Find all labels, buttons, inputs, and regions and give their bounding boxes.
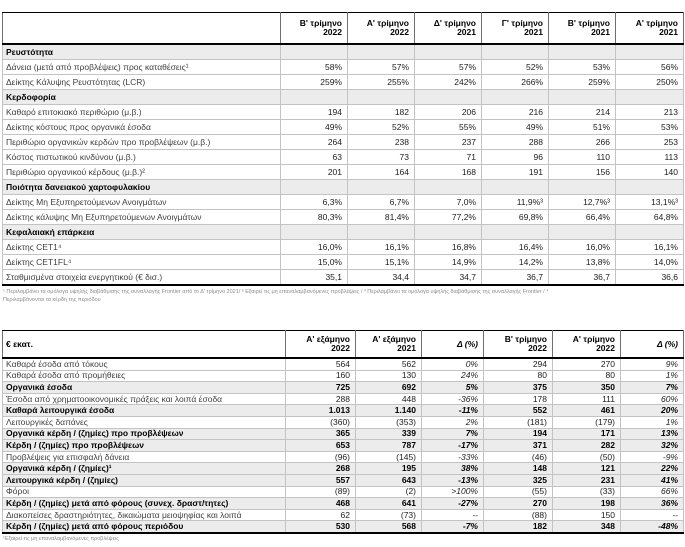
cell: 7,0%: [415, 195, 482, 210]
table-row: [3, 486, 684, 498]
row-label: Οργανικά κέρδη / (ζημίες) προ προβλέψεων: [3, 428, 286, 440]
row-label: Καθαρά λειτουργικά έσοδα: [3, 405, 286, 417]
cell: 63: [281, 150, 348, 165]
cell: 81,4%: [348, 210, 415, 225]
row-label: Κόστος πιστωτικού κινδύνου (μ.β.): [3, 150, 281, 165]
cell: (2): [356, 486, 422, 498]
cell: 14,9%: [415, 255, 482, 270]
cell: 270: [553, 358, 621, 370]
cell: 6,7%: [348, 195, 415, 210]
section-row: [3, 225, 684, 240]
unit-header: € εκατ.: [3, 331, 286, 359]
table-row: [3, 150, 684, 165]
cell: 171: [553, 428, 621, 440]
table-row: [3, 416, 684, 428]
table-row: [3, 474, 684, 486]
table-row: [3, 393, 684, 405]
cell: [415, 225, 482, 240]
cell: 216: [482, 105, 549, 120]
cell: (33): [553, 486, 621, 498]
column-header: [286, 331, 356, 359]
cell: (88): [484, 509, 553, 521]
column-header: [281, 13, 348, 45]
cell: 461: [553, 405, 621, 417]
cell: 49%: [281, 120, 348, 135]
cell: (46): [484, 451, 553, 463]
cell: 194: [281, 105, 348, 120]
cell: 641: [356, 498, 422, 510]
col-title: Β' τρίμηνο: [504, 334, 547, 345]
cell: (145): [356, 451, 422, 463]
cell: [549, 180, 616, 195]
column-header: [616, 13, 684, 45]
cell: [281, 90, 348, 105]
row-label: Διακοπείσες δραστηριότητες, δικαιώματα μειοψηφίας και λοιπά: [3, 509, 286, 521]
cell: 1%: [621, 416, 684, 428]
row-label: Κέρδη / (ζημίες) μετά από φόρους περιόδου: [3, 521, 286, 533]
column-header-delta: [422, 331, 484, 359]
cell: 80: [484, 370, 553, 382]
cell: 156: [549, 165, 616, 180]
table-row: [3, 105, 684, 120]
table-row: [3, 240, 684, 255]
cell: 55%: [415, 120, 482, 135]
row-label: Κερδοφορία: [3, 90, 281, 105]
cell: [482, 225, 549, 240]
cell: 32%: [621, 440, 684, 452]
table-row: [3, 509, 684, 521]
table-row: [3, 210, 684, 225]
cell: 16,1%: [348, 240, 415, 255]
cell: 16,0%: [549, 240, 616, 255]
corner-cell: [3, 13, 281, 45]
col-year: 2021: [457, 27, 476, 37]
cell: 468: [286, 498, 356, 510]
col-title: Γ' τρίμηνο: [501, 18, 543, 29]
cell: 58%: [281, 60, 348, 75]
cell: [281, 180, 348, 195]
cell: 198: [553, 498, 621, 510]
cell: 201: [281, 165, 348, 180]
cell: 282: [553, 440, 621, 452]
cell: 11,9%³: [482, 195, 549, 210]
row-label: Σταθμισμένα στοιχεία ενεργητικού (€ δισ.): [3, 270, 281, 286]
cell: 13%: [621, 428, 684, 440]
cell: 113: [616, 150, 684, 165]
cell: 35,1: [281, 270, 348, 286]
cell: 266: [549, 135, 616, 150]
cell: 213: [616, 105, 684, 120]
cell: 96: [482, 150, 549, 165]
cell: 80: [553, 370, 621, 382]
cell: 194: [484, 428, 553, 440]
cell: 214: [549, 105, 616, 120]
row-label: Δείκτης κόστους προς οργανικά έσοδα: [3, 120, 281, 135]
cell: --: [422, 509, 484, 521]
cell: 140: [616, 165, 684, 180]
cell: [549, 44, 616, 60]
cell: 110: [549, 150, 616, 165]
table-row: [3, 358, 684, 370]
cell: -9%: [621, 451, 684, 463]
cell: -36%: [422, 393, 484, 405]
cell: 0%: [422, 358, 484, 370]
cell: (55): [484, 486, 553, 498]
row-label: Καθαρά έσοδα από προμήθειες: [3, 370, 286, 382]
cell: [549, 90, 616, 105]
table-row: [3, 165, 684, 180]
column-header: [348, 13, 415, 45]
cell: 36,7: [549, 270, 616, 286]
table-row: [3, 382, 684, 394]
cell: -13%: [422, 474, 484, 486]
cell: 250%: [616, 75, 684, 90]
cell: 12,7%³: [549, 195, 616, 210]
cell: 60%: [621, 393, 684, 405]
cell: 49%: [482, 120, 549, 135]
cell: 52%: [482, 60, 549, 75]
row-label: Δείκτης Μη Εξυπηρετούμενων Ανοιγμάτων: [3, 195, 281, 210]
cell: [616, 90, 684, 105]
cell: 130: [356, 370, 422, 382]
cell: 238: [348, 135, 415, 150]
cell: 51%: [549, 120, 616, 135]
table-row: [3, 135, 684, 150]
cell: [616, 44, 684, 60]
cell: (181): [484, 416, 553, 428]
cell: 73: [348, 150, 415, 165]
cell: 195: [356, 463, 422, 475]
cell: 182: [348, 105, 415, 120]
cell: -7%: [422, 521, 484, 533]
header-row: [3, 331, 684, 359]
cell: 182: [484, 521, 553, 533]
cell: 375: [484, 382, 553, 394]
col-year: 2021: [659, 27, 678, 37]
cell: [482, 44, 549, 60]
col-year: 2022: [390, 27, 409, 37]
col-year: 2021: [397, 343, 416, 353]
row-label: Έσοδα από χρηματοοικονομικές πράξεις και λοιπά έσοδα: [3, 393, 286, 405]
row-label: Κέρδη / (ζημίες) προ προβλέψεων: [3, 440, 286, 452]
table-row: [3, 75, 684, 90]
table-row: [3, 463, 684, 475]
cell: --: [621, 509, 684, 521]
cell: 255%: [348, 75, 415, 90]
cell: [415, 180, 482, 195]
cell: [616, 225, 684, 240]
col-title: Α' εξάμηνο: [372, 334, 416, 345]
cell: 5%: [422, 382, 484, 394]
row-label: Φόροι: [3, 486, 286, 498]
col-title: Β' τρίμηνο: [299, 18, 342, 29]
cell: 259%: [281, 75, 348, 90]
row-label: Λειτουργικά κέρδη / (ζημίες): [3, 474, 286, 486]
col-year: 2022: [596, 343, 615, 353]
cell: 692: [356, 382, 422, 394]
cell: 36%: [621, 498, 684, 510]
col-title: Β' τρίμηνο: [567, 18, 610, 29]
cell: 53%: [549, 60, 616, 75]
table-row: [3, 405, 684, 417]
col-title: Α' τρίμηνο: [635, 18, 678, 29]
cell: 264: [281, 135, 348, 150]
row-label: Οργανικά κέρδη / (ζημίες)¹: [3, 463, 286, 475]
cell: 36,7: [482, 270, 549, 286]
cell: 36,6: [616, 270, 684, 286]
cell: -48%: [621, 521, 684, 533]
cell: 7%: [621, 382, 684, 394]
table-row: [3, 521, 684, 533]
cell: 325: [484, 474, 553, 486]
cell: [482, 180, 549, 195]
cell: 160: [286, 370, 356, 382]
column-header: [549, 13, 616, 45]
cell: 52%: [348, 120, 415, 135]
cell: 24%: [422, 370, 484, 382]
column-header: [553, 331, 621, 359]
cell: [348, 225, 415, 240]
col-year: 2021: [524, 27, 543, 37]
header-row: [3, 13, 684, 45]
cell: 253: [616, 135, 684, 150]
cell: 121: [553, 463, 621, 475]
table-row: [3, 370, 684, 382]
cell: 14,0%: [616, 255, 684, 270]
cell: -33%: [422, 451, 484, 463]
cell: 57%: [348, 60, 415, 75]
table-row: [3, 451, 684, 463]
cell: (360): [286, 416, 356, 428]
cell: 53%: [616, 120, 684, 135]
column-header: [415, 13, 482, 45]
cell: 14,2%: [482, 255, 549, 270]
row-label: Καθαρό επιτοκιακό περιθώριο (μ.β.): [3, 105, 281, 120]
cell: 2%: [422, 416, 484, 428]
section-row: [3, 44, 684, 60]
col-year: 2022: [331, 343, 350, 353]
cell: 787: [356, 440, 422, 452]
pnl-summary-table: [2, 330, 684, 534]
cell: 13,1%³: [616, 195, 684, 210]
cell: 564: [286, 358, 356, 370]
table-row: [3, 270, 684, 286]
cell: 164: [348, 165, 415, 180]
column-header-delta: [621, 331, 684, 359]
cell: 15,0%: [281, 255, 348, 270]
col-title: Α' τρίμηνο: [366, 18, 409, 29]
cell: 1%: [621, 370, 684, 382]
row-label: Οργανικά έσοδα: [3, 382, 286, 394]
cell: -17%: [422, 440, 484, 452]
row-label: Καθαρά έσοδα από τόκους: [3, 358, 286, 370]
cell: (353): [356, 416, 422, 428]
cell: 350: [553, 382, 621, 394]
cell: 448: [356, 393, 422, 405]
column-header: [482, 13, 549, 45]
cell: 64,8%: [616, 210, 684, 225]
col-title: Δ (%): [457, 338, 478, 349]
column-header: [484, 331, 553, 359]
cell: 259%: [549, 75, 616, 90]
cell: 242%: [415, 75, 482, 90]
cell: 71: [415, 150, 482, 165]
cell: 206: [415, 105, 482, 120]
row-label: Κέρδη / (ζημίες) μετά από φόρους (συνεχ. δραστ/τητες): [3, 498, 286, 510]
section-row: [3, 180, 684, 195]
cell: 348: [553, 521, 621, 533]
cell: 34,7: [415, 270, 482, 286]
col-year: 2022: [323, 27, 342, 37]
cell: 653: [286, 440, 356, 452]
cell: 111: [553, 393, 621, 405]
cell: 288: [482, 135, 549, 150]
cell: 13,8%: [549, 255, 616, 270]
cell: 1.140: [356, 405, 422, 417]
cell: 16,4%: [482, 240, 549, 255]
row-label: Ρευστότητα: [3, 44, 281, 60]
cell: 6,3%: [281, 195, 348, 210]
col-title: Δ' τρίμηνο: [433, 18, 476, 29]
cell: 1.013: [286, 405, 356, 417]
cell: 69,8%: [482, 210, 549, 225]
table-row: [3, 195, 684, 210]
cell: 231: [553, 474, 621, 486]
cell: 20%: [621, 405, 684, 417]
cell: (96): [286, 451, 356, 463]
section-row: [3, 90, 684, 105]
cell: 56%: [616, 60, 684, 75]
cell: 266%: [482, 75, 549, 90]
cell: [415, 90, 482, 105]
row-label: Δάνεια (μετά από προβλέψεις) προς καταθέσεις¹: [3, 60, 281, 75]
cell: 7%: [422, 428, 484, 440]
table1-footnote: ¹ Περιλαμβάνει τα ομόλογα υψηλής διαβάθμισης της συναλλαγής Frontier από το Δ' τρίμηνο 2021/ ² Εξαιρεί τις μη επαναλαμβανόμενες προβλέψεις / ³ Περιλαμβάνει τα ομόλογα υψηλής διαβάθμισης της συναλλαγής Frontier / ⁴ Περιλαμβάνονται τα κέρδη της περιόδου: [3, 289, 549, 304]
cell: 557: [286, 474, 356, 486]
quarterly-metrics-table: [2, 12, 684, 286]
cell: 38%: [422, 463, 484, 475]
row-label: Περιθώριο οργανικών κερδών προ προβλέψεων (μ.β.): [3, 135, 281, 150]
table-row: [3, 255, 684, 270]
table-row: [3, 60, 684, 75]
cell: 62: [286, 509, 356, 521]
cell: 168: [415, 165, 482, 180]
cell: 294: [484, 358, 553, 370]
cell: -27%: [422, 498, 484, 510]
cell: 77,2%: [415, 210, 482, 225]
row-label: Δείκτης Κάλυψης Ρευστότητας (LCR): [3, 75, 281, 90]
cell: 643: [356, 474, 422, 486]
cell: 178: [484, 393, 553, 405]
cell: [616, 180, 684, 195]
row-label: Δείκτης κάλυψης Μη Εξυπηρετούμενων Ανοιγμάτων: [3, 210, 281, 225]
column-header: [356, 331, 422, 359]
cell: 191: [482, 165, 549, 180]
row-label: Προβλέψεις για επισφαλή δάνεια: [3, 451, 286, 463]
cell: 16,8%: [415, 240, 482, 255]
cell: [348, 44, 415, 60]
cell: -11%: [422, 405, 484, 417]
cell: 288: [286, 393, 356, 405]
cell: [549, 225, 616, 240]
cell: [415, 44, 482, 60]
cell: 530: [286, 521, 356, 533]
cell: 568: [356, 521, 422, 533]
table-row: [3, 428, 684, 440]
cell: 371: [484, 440, 553, 452]
cell: 16,0%: [281, 240, 348, 255]
table2-footnote: ¹Εξαιρεί τις μη επαναλαμβανόμενες προβλέψεις: [3, 536, 119, 542]
cell: 80,3%: [281, 210, 348, 225]
cell: 41%: [621, 474, 684, 486]
row-label: Ποιότητα δανειακού χαρτοφυλακίου: [3, 180, 281, 195]
cell: 552: [484, 405, 553, 417]
col-year: 2022: [528, 343, 547, 353]
col-title: Δ (%): [657, 338, 678, 349]
cell: [348, 180, 415, 195]
cell: (179): [553, 416, 621, 428]
cell: [281, 225, 348, 240]
table-row: [3, 440, 684, 452]
cell: 270: [484, 498, 553, 510]
col-title: Α' τρίμηνο: [572, 334, 615, 345]
col-year: 2021: [591, 27, 610, 37]
cell: 237: [415, 135, 482, 150]
cell: 268: [286, 463, 356, 475]
cell: 15,1%: [348, 255, 415, 270]
cell: 339: [356, 428, 422, 440]
row-label: Περιθώριο οργανικού κέρδους (μ.β.)²: [3, 165, 281, 180]
row-label: Λειτουργικές δαπάνες: [3, 416, 286, 428]
cell: (89): [286, 486, 356, 498]
cell: 562: [356, 358, 422, 370]
cell: 148: [484, 463, 553, 475]
cell: 725: [286, 382, 356, 394]
cell: (50): [553, 451, 621, 463]
cell: 150: [553, 509, 621, 521]
row-label: Δείκτης CET1⁴: [3, 240, 281, 255]
cell: [348, 90, 415, 105]
cell: 16,1%: [616, 240, 684, 255]
cell: 365: [286, 428, 356, 440]
cell: 22%: [621, 463, 684, 475]
cell: 57%: [415, 60, 482, 75]
cell: 66%: [621, 486, 684, 498]
table-row: [3, 120, 684, 135]
col-title: Α' εξάμηνο: [306, 334, 350, 345]
cell: [281, 44, 348, 60]
cell: >100%: [422, 486, 484, 498]
cell: [482, 90, 549, 105]
cell: 9%: [621, 358, 684, 370]
cell: 34,4: [348, 270, 415, 286]
cell: 66,4%: [549, 210, 616, 225]
cell: (73): [356, 509, 422, 521]
row-label: Δείκτης CET1FL⁴: [3, 255, 281, 270]
table-row: [3, 498, 684, 510]
row-label: Κεφαλαιακή επάρκεια: [3, 225, 281, 240]
